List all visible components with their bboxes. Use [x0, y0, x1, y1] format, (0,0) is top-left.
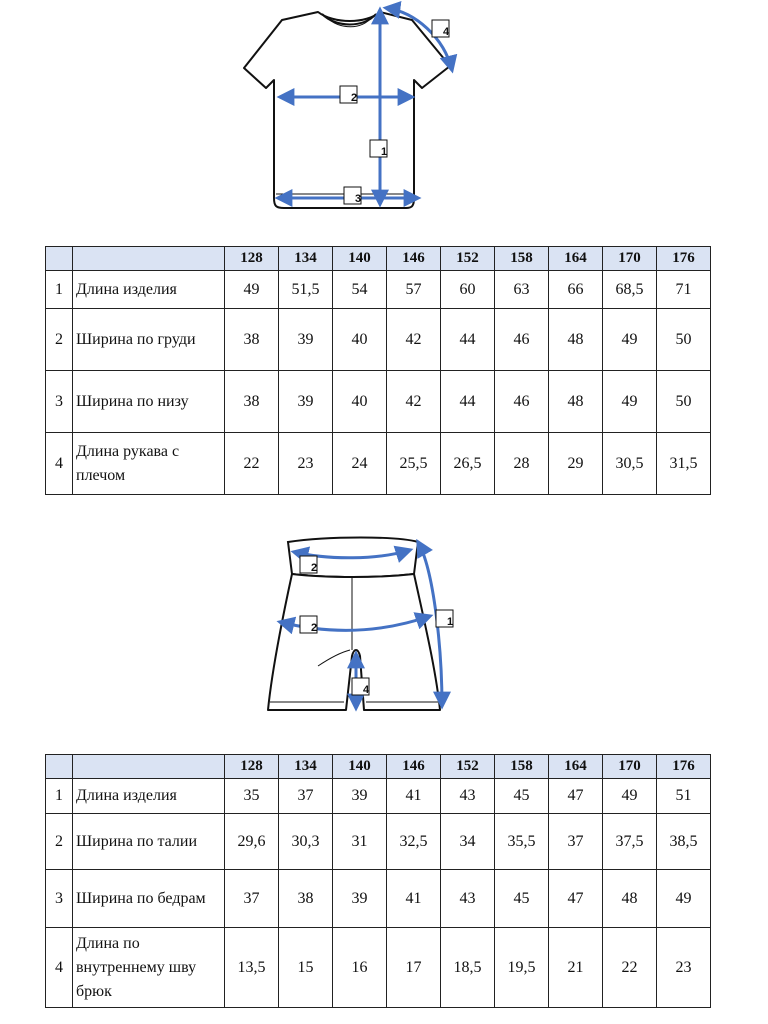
cell: 40: [333, 309, 387, 371]
shorts-size-table: [45, 754, 711, 1008]
cell: 54: [333, 271, 387, 309]
size-header: 164: [549, 247, 603, 271]
cell: 43: [441, 870, 495, 928]
cell: 35,5: [495, 814, 549, 870]
size-header: 158: [495, 247, 549, 271]
cell: 48: [603, 870, 657, 928]
cell: 22: [225, 433, 279, 495]
cell: 16: [333, 928, 387, 1008]
row-name: Длина по внутреннему шву брюк: [73, 928, 225, 1008]
shorts-diagram: [258, 530, 468, 720]
cell: 25,5: [387, 433, 441, 495]
row-number: 4: [46, 433, 73, 495]
size-header: 152: [441, 247, 495, 271]
cell: 68,5: [603, 271, 657, 309]
cell: 66: [549, 271, 603, 309]
cell: 50: [657, 309, 711, 371]
cell: 42: [387, 371, 441, 433]
size-header-row: [46, 247, 711, 271]
cell: 39: [279, 309, 333, 371]
shorts-marker-2-hips: 2: [311, 622, 318, 634]
size-header: 134: [279, 755, 333, 779]
cell: 48: [549, 309, 603, 371]
cell: 18,5: [441, 928, 495, 1008]
cell: 41: [387, 779, 441, 814]
cell: 22: [603, 928, 657, 1008]
cell: 39: [333, 779, 387, 814]
cell: 38: [225, 309, 279, 371]
row-name: Длина изделия: [73, 779, 225, 814]
size-header: 176: [657, 755, 711, 779]
shorts-marker-2-waist: 2: [311, 562, 318, 574]
cell: 49: [657, 870, 711, 928]
row-number: 3: [46, 371, 73, 433]
size-header: 134: [279, 247, 333, 271]
cell: 45: [495, 779, 549, 814]
tshirt-drawing: [236, 0, 466, 215]
cell: 34: [441, 814, 495, 870]
size-header: 164: [549, 755, 603, 779]
table-row: [46, 928, 711, 1008]
row-name: Ширина по груди: [73, 309, 225, 371]
cell: 21: [549, 928, 603, 1008]
row-name: Длина изделия: [73, 271, 225, 309]
row-number: 3: [46, 870, 73, 928]
row-name: Длина рукава с плечом: [73, 433, 225, 495]
size-header: 170: [603, 755, 657, 779]
cell: 37,5: [603, 814, 657, 870]
size-header: 146: [387, 247, 441, 271]
cell: 49: [603, 309, 657, 371]
cell: 41: [387, 870, 441, 928]
size-header: 140: [333, 755, 387, 779]
cell: 26,5: [441, 433, 495, 495]
shorts-marker-4: 4: [363, 684, 370, 696]
tshirt-diagram: [236, 0, 466, 215]
cell: 49: [603, 779, 657, 814]
cell: 51: [657, 779, 711, 814]
size-header: 140: [333, 247, 387, 271]
cell: 30,5: [603, 433, 657, 495]
table-row: [46, 814, 711, 870]
table-row: [46, 870, 711, 928]
cell: 19,5: [495, 928, 549, 1008]
cell: 42: [387, 309, 441, 371]
cell: 63: [495, 271, 549, 309]
row-number: 4: [46, 928, 73, 1008]
cell: 49: [603, 371, 657, 433]
row-number: 1: [46, 779, 73, 814]
table-row: [46, 779, 711, 814]
cell: 47: [549, 870, 603, 928]
cell: 46: [495, 371, 549, 433]
cell: 29: [549, 433, 603, 495]
cell: 13,5: [225, 928, 279, 1008]
cell: 44: [441, 309, 495, 371]
size-header: 170: [603, 247, 657, 271]
size-header: 146: [387, 755, 441, 779]
row-name: Ширина по бедрам: [73, 870, 225, 928]
shorts-drawing: [258, 530, 468, 720]
tshirt-size-table: [45, 246, 711, 495]
tshirt-marker-3: 3: [355, 193, 362, 205]
size-header-row: [46, 755, 711, 779]
table-row: [46, 309, 711, 371]
cell: 50: [657, 371, 711, 433]
row-number: 2: [46, 814, 73, 870]
cell: 49: [225, 271, 279, 309]
row-number: 1: [46, 271, 73, 309]
cell: 30,3: [279, 814, 333, 870]
cell: 24: [333, 433, 387, 495]
cell: 60: [441, 271, 495, 309]
shorts-marker-1: 1: [447, 616, 454, 628]
cell: 47: [549, 779, 603, 814]
cell: 57: [387, 271, 441, 309]
cell: 37: [279, 779, 333, 814]
tshirt-marker-4: 4: [443, 26, 450, 38]
cell: 23: [657, 928, 711, 1008]
cell: 48: [549, 371, 603, 433]
cell: 38: [225, 371, 279, 433]
size-header: 152: [441, 755, 495, 779]
cell: 51,5: [279, 271, 333, 309]
size-header: 176: [657, 247, 711, 271]
tshirt-marker-2: 2: [351, 92, 358, 104]
cell: 32,5: [387, 814, 441, 870]
size-header: 128: [225, 247, 279, 271]
cell: 28: [495, 433, 549, 495]
cell: 31,5: [657, 433, 711, 495]
tshirt-outline: [244, 12, 450, 208]
cell: 15: [279, 928, 333, 1008]
tshirt-marker-1: 1: [381, 146, 388, 158]
cell: 71: [657, 271, 711, 309]
cell: 37: [549, 814, 603, 870]
cell: 31: [333, 814, 387, 870]
size-header: 158: [495, 755, 549, 779]
cell: 23: [279, 433, 333, 495]
cell: 37: [225, 870, 279, 928]
size-header: 128: [225, 755, 279, 779]
cell: 38: [279, 870, 333, 928]
table-row: [46, 371, 711, 433]
cell: 46: [495, 309, 549, 371]
cell: 35: [225, 779, 279, 814]
cell: 45: [495, 870, 549, 928]
cell: 43: [441, 779, 495, 814]
cell: 29,6: [225, 814, 279, 870]
cell: 17: [387, 928, 441, 1008]
cell: 44: [441, 371, 495, 433]
cell: 39: [279, 371, 333, 433]
row-name: Ширина по талии: [73, 814, 225, 870]
row-name: Ширина по низу: [73, 371, 225, 433]
table-row: [46, 271, 711, 309]
cell: 38,5: [657, 814, 711, 870]
cell: 40: [333, 371, 387, 433]
cell: 39: [333, 870, 387, 928]
table-row: [46, 433, 711, 495]
row-number: 2: [46, 309, 73, 371]
